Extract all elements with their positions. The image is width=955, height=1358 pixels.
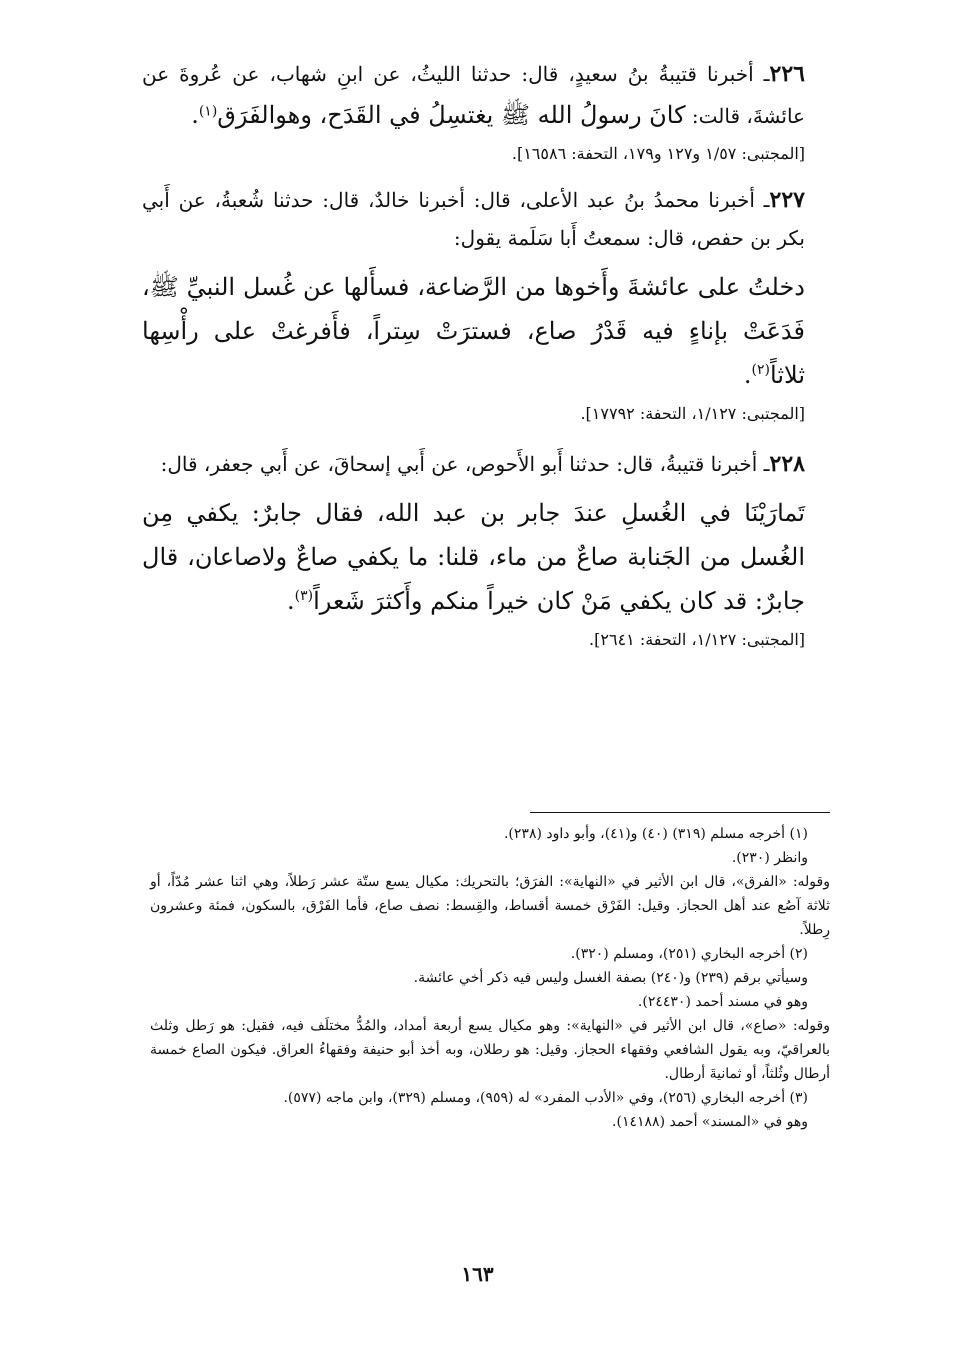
- hadith-isnad: ـ أخبرنا محمدُ بنُ عبد الأعلى، قال: أخبرنا خالدٌ، قال: حدثنا شُعبةُ، عن أَبي بكر بن حفص، قال: سمعتُ أَبا سَلَمة يقول:: [142, 188, 805, 250]
- hadith-228: [142, 445, 805, 653]
- main-text: [142, 55, 805, 653]
- hadith-matn: دخلتُ على عائشةَ وأَخوها من الرَّضاعة، فسأَلها عن غُسل النبيِّ ﷺ، فَدَعَتْ بإناءٍ فيه قَدْرُ صاع، فسترَتْ سِتراً، فأَفرغتْ على رأْسِها ثلاثاً: [142, 273, 805, 389]
- hadith-number: ٢٢٨: [769, 451, 805, 477]
- hadith-matn-block: [142, 265, 805, 397]
- footnote-line: وقوله: «صاع»، قال ابن الأثير في «النهاية»: وهو مكيال يسع أربعة أمداد، والمُدُّ مختلَف فيه، فقيل: هو رَطل وثلث بالعراقيّ، وبه يقول الشافعي وفقهاء الحجاز. وقيل: هو رطلان، وبه أخذ أبو حنيفة وفقهاءُ العراق. فيكون الصاع خمسة أرطال وثُلثاً، أو ثمانيةَ أرطال.: [150, 1018, 830, 1082]
- footnote-marker[interactable]: (٣): [294, 588, 314, 604]
- footnote-marker[interactable]: (١): [198, 103, 218, 120]
- footnote-line: وسيأتي برقم (٢٣٩) و(٢٤٠) بصفة الغسل وليس فيه ذكر أخي عائشة.: [413, 970, 808, 986]
- footnote-line: (٢) أخرجه البخاري (٢٥١)، ومسلم (٣٢٠).: [570, 946, 808, 962]
- hadith-number: ٢٢٦: [769, 61, 805, 87]
- footnote-line: وهو في «المسند» أحمد (١٤١٨٨).: [612, 1114, 808, 1130]
- hadith-matn: كانَ رسولُ الله ﷺ يغتسِلُ في القَدَح، وهوالفَرَق: [217, 101, 686, 129]
- hadith-header: [142, 55, 805, 137]
- footnote-line: (١) أخرجه مسلم (٣١٩) (٤٠) و(٤١)، وأبو داود (٢٣٨).: [503, 826, 808, 842]
- hadith-reference: [المجتبى: ١/١٢٧، التحفة: ١٧٧٩٢].: [580, 404, 805, 423]
- footnote-line: وانظر (٢٣٠).: [731, 850, 808, 866]
- footnote-line: (٣) أخرجه البخاري (٢٥٦)، وفي «الأدب المفرد» له (٩٥٩)، ومسلم (٣٢٩)، وابن ماجه (٥٧٧).: [283, 1090, 808, 1106]
- footnotes: [150, 822, 830, 1134]
- hadith-header: [142, 445, 805, 483]
- matn-end: .: [286, 587, 295, 615]
- hadith-227: [142, 181, 805, 427]
- hadith-226: [142, 55, 805, 167]
- hadith-matn: تَمارَيْنَا في الغُسلِ عندَ جابر بن عبد الله، فقال جابرٌ: يكفي مِن الغُسل من الجَنابة صاعٌ من ماء، قلنا: ما يكفي صاعٌ ولاصاعان، قال جابرٌ: قد كان يكفي مَنْ كان خيراً منكم وأَكثرَ شَعراً: [142, 499, 805, 615]
- footnote-divider: [530, 812, 830, 813]
- footnote-line: وقوله: «الفرق»، قال ابن الأثير في «النهاية»: الفرَق؛ بالتحريك: مكيال يسع ستّة عشر رَطلاً، وهي اثنا عشر مُدّاً، أو ثلاثة آصُع عند أهل الحجاز. وقيل: الفَرْق خمسة أقساط، والقِسط: نصف صاع، فأما الفَرْق، بالسكون، فمئة وعشرون رِطلاً.: [150, 874, 830, 938]
- matn-end: .: [191, 101, 199, 129]
- hadith-number: ٢٢٧: [769, 187, 805, 213]
- hadith-matn-block: [142, 491, 805, 623]
- hadith-isnad: ـ أخبرنا قتيبةُ، قال: حدثنا أَبو الأَحوص، عن أَبي إسحاقَ، عن أَبي جعفر، قال:: [160, 452, 770, 476]
- matn-end: .: [743, 361, 752, 389]
- hadith-reference: [المجتبى: ١/٥٧ و١٢٧ و١٧٩، التحفة: ١٦٥٨٦].: [511, 144, 805, 163]
- hadith-reference: [المجتبى: ١/١٢٧، التحفة: ٢٦٤١].: [589, 630, 805, 649]
- footnote-line: وهو في مسند أحمد (٢٤٤٣٠).: [637, 994, 808, 1010]
- hadith-isnad: ـ أخبرنا قتيبةُ بنُ سعيدٍ، قال: حدثنا الليثُ، عن ابنِ شهاب، عن عُروةَ عن عائشةَ، قالت:: [142, 62, 805, 128]
- page-number: ١٦٣: [461, 1262, 494, 1286]
- hadith-header: [142, 181, 805, 257]
- footnote-marker[interactable]: (٢): [751, 362, 770, 378]
